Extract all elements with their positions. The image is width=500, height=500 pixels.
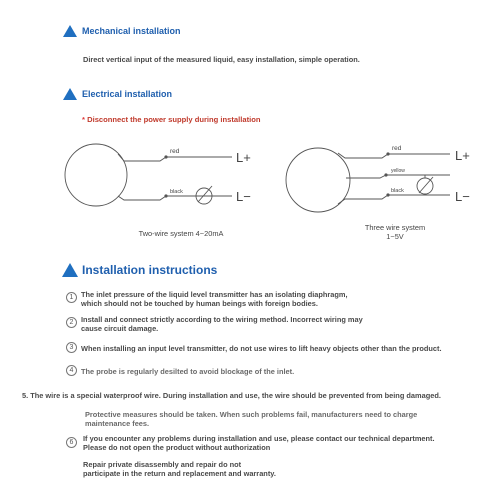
two-wire-black-wire xyxy=(118,196,232,200)
three-wire-yellow-wire xyxy=(346,175,450,178)
three-wire-lminus: L− xyxy=(455,189,470,204)
instruction-item-4: The probe is regularly desilted to avoid blockage of the inlet. xyxy=(81,367,295,376)
three-wire-black-label: black xyxy=(391,188,404,194)
item-line: If you encounter any problems during installation and use, please contact our technical department. xyxy=(83,434,435,443)
item-line: Repair private disassembly and repair do not xyxy=(83,460,242,469)
item-line: Protective measures should be taken. When such problems fail, manufacturers need to charge xyxy=(85,410,418,419)
warning-star: * xyxy=(82,115,85,124)
three-wire-caption-line1: Three wire system xyxy=(364,223,426,232)
instruction-item-6-cont xyxy=(83,460,276,478)
two-wire-black-label: black xyxy=(170,189,183,195)
two-wire-caption: Two-wire system 4~20mA xyxy=(138,229,224,238)
two-wire-lminus: L− xyxy=(236,189,251,204)
electrical-title: Electrical installation xyxy=(82,89,173,99)
three-wire-caption xyxy=(340,223,450,241)
instructions-title: Installation instructions xyxy=(82,263,218,277)
section-triangle-icon xyxy=(62,263,78,277)
two-wire-lplus: L+ xyxy=(236,150,251,165)
three-wire-caption-line2: 1~5V xyxy=(386,232,404,241)
item-number-4: 4 xyxy=(66,365,77,376)
item-line: Install and connect strictly according to the wiring method. Incorrect wiring may xyxy=(81,315,363,324)
two-wire-red-wire xyxy=(118,154,232,161)
item-line: which should not be touched by human beings with foreign bodies. xyxy=(81,299,318,308)
three-wire-red-label: red xyxy=(392,145,402,152)
item-line: Please do not open the product without authorization xyxy=(83,443,271,452)
instruction-item-2 xyxy=(81,315,363,333)
instruction-item-6 xyxy=(83,434,435,452)
item-number-3: 3 xyxy=(66,342,77,353)
instruction-item-5: 5. The wire is a special waterproof wire. During installation and use, the wire should be prevented from being damaged. xyxy=(22,391,441,400)
item-line: The inlet pressure of the liquid level transmitter has an isolating diaphragm, xyxy=(81,290,348,299)
warning-label: Disconnect the power supply during installation xyxy=(87,115,261,124)
item-number-1: 1 xyxy=(66,292,77,303)
three-wire-black-wire xyxy=(338,195,450,204)
item-number-6: 6 xyxy=(66,437,77,448)
two-wire-probe-circle xyxy=(65,144,127,206)
instruction-item-1 xyxy=(81,290,348,308)
item-line: participate in the return and replacement and warranty. xyxy=(83,469,276,478)
three-wire-yellow-label: yellow xyxy=(391,168,405,174)
three-wire-lplus: L+ xyxy=(455,148,470,163)
mechanical-text: Direct vertical input of the measured liquid, easy installation, simple operation. xyxy=(83,55,360,64)
item-number-2: 2 xyxy=(66,317,77,328)
item-line: maintenance fees. xyxy=(85,419,150,428)
two-wire-red-label: red xyxy=(170,148,180,155)
instruction-item-3: When installing an input level transmitter, do not use wires to lift heavy objects other than the product. xyxy=(81,344,442,353)
instruction-item-5-cont xyxy=(85,410,417,428)
three-wire-red-wire xyxy=(338,153,450,158)
mechanical-title: Mechanical installation xyxy=(82,26,181,36)
item-line: cause circuit damage. xyxy=(81,324,159,333)
